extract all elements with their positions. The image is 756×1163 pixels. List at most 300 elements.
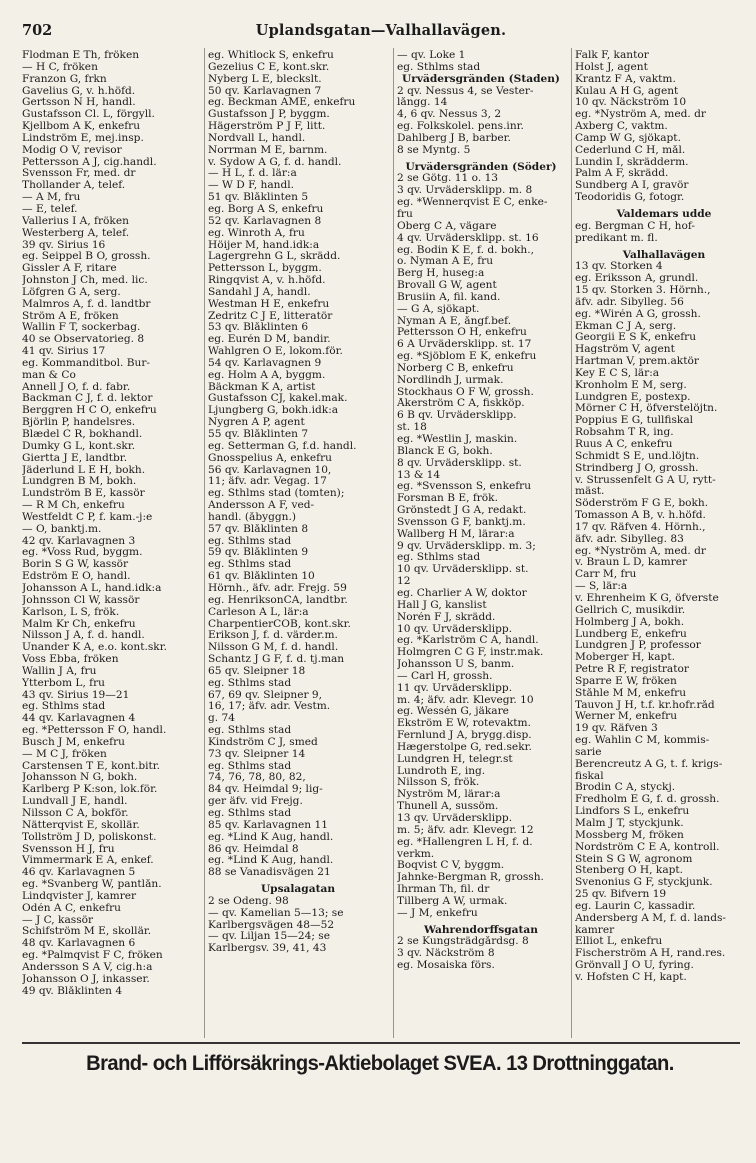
directory-line: Johnsson Cl W, kassör [22,594,140,606]
directory-line: Ringqvist A, v. h.höfd. [208,275,326,287]
directory-line: Strindberg J O, grossh. [575,462,699,474]
directory-line: Gustafsson Cl. L, förgyll. [22,109,155,121]
directory-line: Ljungberg G, bokh.idk:a [208,405,339,417]
directory-line: eg. Wessén G, jäkare [397,706,509,718]
directory-line: 54 qv. Karlavagnen 9 [208,357,322,369]
directory-line: eg. *Wennerqvist E C, enke- [397,197,548,209]
directory-line: Teodoridis G, fotogr. [575,192,685,204]
directory-line: Grönvall J O U, fyring. [575,960,694,972]
directory-line: eg. Bodin K E, f. d. bokh., [397,244,534,256]
directory-line: 50 qv. Karlavagnen 7 [208,85,322,97]
directory-line: eg. *Palmqvist F C, fröken [22,950,163,962]
directory-line: Ytterbom L, fru [22,677,105,689]
directory-line: Berencreutz A G, t. f. krigs- [575,758,723,770]
directory-line: Svensson Fr, med. dr [22,168,136,180]
directory-line: Schantz J G F, f. d. tj.man [208,654,345,666]
directory-line: eg. *Sjöblom E K, enkefru [397,351,537,363]
page-number: 702 [22,22,53,39]
directory-line: Franzon G, frkn [22,73,107,85]
directory-line: Tillberg A W, urmak. [397,895,508,907]
directory-line: Mörner C H, öfverstelöjtn. [575,403,718,415]
directory-line: 10 qv. Urvädersklipp. st. [397,564,529,576]
directory-line: Lundberg E, enkefru [575,628,687,640]
directory-line: 2 se Odeng. 98 [208,895,289,907]
directory-line: 88 se Vanadisvägen 21 [208,867,331,879]
directory-line: Johansson N G, bokh. [22,772,138,784]
directory-line: Ekman C J A, serg. [575,320,677,332]
directory-line: Lundin I, skrädderm. [575,156,689,168]
directory-column-1 [22,50,198,1038]
directory-line: eg. Holm A A, byggm. [208,369,326,381]
directory-line: Moberger H, kapt. [575,652,675,664]
directory-line: — O, banktj.m. [22,523,102,535]
directory-line: fiskal [575,770,604,782]
directory-line: v. Braun L D, kamrer [575,557,688,569]
directory-line: Andersson A F, ved- [208,500,315,512]
directory-line: Gissler A F, ritare [22,263,117,275]
directory-line: eg. Seippel B O, grossh. [22,251,151,263]
directory-line: Dumky G L, kont.skr. [22,440,136,452]
directory-line: Nyman A E, ångf.bef. [397,315,512,327]
directory-line: 40 se Observatorieg. 8 [22,334,145,346]
directory-line: Gavelius G, v. h.höfd. [22,85,136,97]
directory-line: Schmidt S E, und.löjtn. [575,450,700,462]
directory-line: 2 qv. Nessus 4, se Vester- [397,85,534,97]
directory-line: Fischerström A H, rand.res. [575,948,726,960]
directory-line: Hartman V, prem.aktör [575,356,699,368]
directory-line: Norén F J, skrädd. [397,611,496,623]
directory-line: eg. Sthlms stad [397,61,481,73]
directory-line: Johansson U S, banm. [397,659,515,671]
directory-line: Ström A E, fröken [22,310,119,322]
directory-line: Nyström M, lärar:a [397,789,501,801]
directory-line: Brodin C A, styckj. [575,782,676,794]
directory-line: Forsman B E, frök. [397,493,498,505]
directory-line: 4 qv. Urvädersklipp. st. 16 [397,232,539,244]
directory-line: v. Ehrenheim K G, öfverste [575,592,719,604]
directory-line: — Carl H, grossh. [397,670,493,682]
directory-line: Nätterqvist E, skollär. [22,819,140,831]
directory-line: — qv. Loke 1 [397,50,466,61]
directory-line: Blædel C R, bokhandl. [22,429,143,440]
directory-column-3 [397,50,565,1038]
directory-line: Camp W G, sjökapt. [575,132,681,144]
directory-line: eg. Sthlms stad [208,559,292,571]
directory-line: Palm A F, skrädd. [575,168,669,180]
directory-line: Svenonius G F, styckjunk. [575,877,713,889]
directory-line: Pettersson L, byggm. [208,263,322,275]
directory-line: Hörnh., äfv. adr. Frejg. 59 [208,582,347,594]
directory-line: Westman H E, enkefru [208,298,330,310]
directory-line: Nyberg L E, bleckslt. [208,73,322,85]
directory-line: Westfeldt C P, f. kam.-j:e [22,511,153,523]
directory-line: — E, telef. [22,203,78,215]
directory-line: Ihrman Th, fil. dr [397,884,490,896]
directory-line: Johnston J Ch, med. lic. [22,275,148,287]
directory-line: kamrer [575,924,615,936]
directory-line: 84 qv. Heimdal 9; lig- [208,784,323,796]
directory-line: eg. *Hallengren L H, f. d. [397,836,533,848]
directory-line: 10 qv. Urvädersklipp. [397,623,513,635]
directory-line: — qv. Kamelian 5—13; se [208,907,344,919]
street-heading: Wahrendorffsgatan [423,924,538,936]
directory-line: eg. *Lind K Aug, handl. [208,831,334,843]
directory-line: 13 & 14 [397,469,441,481]
directory-line: eg. Eurén D M, bandir. [208,334,331,346]
directory-line: eg. *Karlström C A, handl. [397,635,539,647]
directory-line: Svensson G F, banktj.m. [397,516,526,528]
directory-line: eg. Sthlms stad (tomten); [208,488,345,500]
directory-line: Nilsson J A, f. d. handl. [22,630,145,642]
directory-line: Stockhaus O F W, grossh. [397,386,534,398]
directory-line: Erikson J, f. d. värder.m. [208,630,338,642]
directory-line: Lindfors S L, enkefru [575,806,690,818]
directory-line: Tomasson A B, v. h.höfd. [575,510,706,522]
directory-line: Malm J T, styckjunk. [575,818,684,829]
directory-line: 59 qv. Blåklinten 9 [208,547,309,559]
directory-line: Thunell A, sussöm. [397,801,499,813]
directory-line: Ståhle M M, enkefru [575,687,687,699]
directory-line: 46 qv. Karlavagnen 5 [22,867,136,879]
directory-line: Thollander A, telef. [22,180,126,192]
directory-line: 11; äfv. adr. Vegag. 17 [208,476,327,488]
directory-line: eg. Sthlms stad [397,552,481,564]
directory-line: Falk F, kantor [575,50,649,61]
directory-line: 6 B qv. Urvädersklipp. [397,410,517,422]
directory-line: 8 qv. Urvädersklipp. st. [397,457,522,469]
directory-line: Robsahm T R, ing. [575,427,674,439]
directory-line: Vallerius I A, fröken [22,215,129,227]
directory-line: 74, 76, 78, 80, 82, [208,772,306,784]
directory-line: ger äfv. vid Frejg. [208,796,303,808]
directory-line: Modig O V, revisor [22,144,122,156]
directory-line: — H C, fröken [22,61,98,73]
directory-line: eg. *Nyström A, med. dr [575,545,706,557]
directory-line: Cederlund C H, mål. [575,144,686,156]
directory-line: eg. HenriksonCA, landtbr. [208,594,348,606]
directory-line: Zedritz C J E, litteratör [208,310,333,322]
directory-line: eg. *Lind K Aug, handl. [208,855,334,867]
directory-line: Karlbergsvägen 48—52 [208,919,335,931]
directory-line: Hall J G, kanslist [397,599,487,611]
directory-line: Norrman M E, barnm. [208,144,328,156]
directory-line: Pettersson O H, enkefru [397,327,527,339]
directory-line: Gustafsson CJ, kakel.mak. [208,393,348,405]
advertisement-footer: Brand- och Lifförsäkrings-Aktiebolaget SVEA. 13 Drottninggatan. [86,1052,674,1075]
directory-line: Odén A C, enkefru [22,902,121,914]
directory-line: — qv. Liljan 15—24; se [208,931,331,943]
directory-line: Lundgren H, telegr.st [397,753,513,765]
directory-line: eg. Sthlms stad [208,808,292,819]
directory-line: Nordström C E A, kontroll. [575,841,720,853]
directory-line: 12 [397,576,411,588]
directory-line: 17 qv. Räfven 4. Hörnh., [575,521,706,533]
directory-line: Schifström M E, skollär. [22,926,152,938]
directory-line: eg. Kommanditbol. Bur- [22,357,150,369]
directory-line: eg. Setterman G, f.d. handl. [208,440,357,452]
directory-line: Nilsson C A, bokför. [22,808,129,819]
directory-line: — W D F, handl. [208,180,295,192]
directory-line: Gertsson N H, handl. [22,97,136,109]
directory-line: Dahlberg J B, barber. [397,132,511,144]
directory-line: 65 qv. Sleipner 18 [208,665,306,677]
directory-line: Gellrich C, musikdir. [575,604,686,616]
directory-line: 13 qv. Storken 4 [575,261,663,273]
directory-line: Svensson H J, fru [22,843,115,855]
directory-line: Kronholm E M, serg. [575,379,687,391]
directory-line: eg. Sthlms stad [208,725,292,737]
directory-line: handl. (åbyggn.) [208,511,296,523]
directory-line: Karlbergsv. 39, 41, 43 [208,943,327,955]
directory-line: 16, 17; äfv. adr. Vestm. [208,701,331,713]
directory-line: Lundvall J E, handl. [22,796,128,808]
directory-line: st. 18 [397,422,427,434]
directory-line: eg. Sthlms stad [208,677,292,689]
directory-line: Busch J M, enkefru [22,736,125,748]
directory-line: eg. Winroth A, fru [208,227,305,239]
directory-line: 13 qv. Urvädersklipp. [397,813,513,824]
directory-line: Wallin F T, sockerbag. [22,322,141,334]
directory-line: Backman C J, f. d. lektor [22,393,153,405]
directory-line: 55 qv. Blåklinten 7 [208,429,309,440]
directory-line: eg. Mosaiska förs. [397,960,495,972]
directory-line: 10 qv. Näckström 10 [575,97,687,109]
directory-line: Sparre E W, fröken [575,675,677,687]
directory-line: Kjellbom A K, enkefru [22,121,141,133]
directory-line: Carr M, fru [575,569,637,581]
directory-line: Malmros A, f. d. landtbr [22,298,151,310]
footer-rule [22,1042,740,1044]
directory-line: 4, 6 qv. Nessus 3, 2 [397,109,502,121]
directory-line: Brusiin A, fil. kand. [397,291,501,303]
directory-line: Wallberg H M, lärar:a [397,528,515,540]
directory-column-4 [575,50,753,1038]
directory-line: CharpentierCOB, kont.skr. [208,618,351,630]
directory-line: 11 qv. Urvädersklipp. [397,682,513,694]
directory-line: Voss Ebba, fröken [22,654,119,666]
directory-line: 48 qv. Karlavagnen 6 [22,938,136,950]
directory-line: äfv. adr. Sibylleg. 56 [575,296,684,308]
directory-line: Lagergrehn G L, skrädd. [208,251,341,263]
directory-line: mäst. [575,486,605,498]
directory-line: Jahnke-Bergman R, grossh. [397,872,544,884]
directory-line: Sandahl J A, handl. [208,286,311,298]
directory-line: man & Co [22,369,76,381]
directory-line: Elliot L, enkefru [575,936,663,948]
directory-line: Borin S G W, kassör [22,559,129,571]
directory-line: Fernlund J A, brygg.disp. [397,730,532,742]
directory-line: Nordvall L, handl. [208,132,306,144]
directory-line: 2 se Kungsträdgårdsg. 8 [397,936,529,948]
directory-line: eg. *Westlin J, maskin. [397,434,518,445]
directory-line: eg. Bergman C H, hof- [575,220,696,232]
directory-line: 73 qv. Sleipner 14 [208,748,306,760]
directory-line: predikant m. fl. [575,232,658,244]
directory-line: v. Hofsten C H, kapt. [575,971,687,983]
directory-line: Lundgren J P, professor [575,640,701,652]
directory-line: Höijer M, hand.idk:a [208,239,320,251]
directory-line: Grönstedt J G A, redakt. [397,505,527,517]
directory-line: eg. Sthlms stad [208,760,292,772]
directory-line: Boqvist C V, byggm. [397,860,505,872]
directory-line: Björlin P, handelsres. [22,417,136,429]
directory-line: 51 qv. Blåklinten 5 [208,192,309,204]
directory-line: Edström E O, handl. [22,571,131,583]
directory-line: 56 qv. Karlavagnen 10, [208,464,332,476]
directory-line: eg. Beckman AME, enkefru [208,97,356,109]
directory-line: 42 qv. Karlavagnen 3 [22,535,136,547]
directory-line: Nilsson S, frök. [397,777,480,789]
directory-line: Holmgren C G F, instr.mak. [397,647,544,659]
directory-line: Gezelius C E, kont.skr. [208,61,330,73]
directory-line: Werner M, enkefru [575,711,678,723]
directory-line: Lundroth E, ing. [397,765,486,777]
directory-line: Key E C S, lär:a [575,367,660,379]
directory-line: eg. *Wirén A G, grossh. [575,308,701,320]
directory-line: eg. *Svanberg W, pantlån. [22,879,162,891]
directory-line: eg. *Nyström A, med. dr [575,109,706,121]
page-title: Uplandsgatan—Valhallavägen. [255,22,507,39]
directory-line: — G A, sjökapt. [397,303,480,315]
directory-line: Nordlindh J, urmak. [397,374,504,386]
directory-line: Hagström V, agent [575,344,675,356]
directory-line: 15 qv. Storken 3. Hörnh., [575,285,711,297]
directory-line: eg. Wahlin C M, kommis- [575,735,710,747]
directory-line: 39 qv. Sirius 16 [22,239,106,251]
directory-line: Nygren A P, agent [208,417,305,429]
directory-line: Georgii E S K, enkefru [575,332,697,344]
directory-line: fru [397,208,413,220]
directory-line: Kulau A H G, agent [575,85,679,97]
directory-line: 61 qv. Blåklinten 10 [208,571,315,583]
street-heading: Valdemars udde [616,208,712,220]
directory-line: Vimmermark E A, enkef. [22,855,154,867]
directory-line: Stein S G W, agronom [575,853,693,865]
directory-line: långg. 14 [397,97,448,109]
directory-line: Lindqvister J, kamrer [22,890,137,902]
directory-line: eg. *Pettersson F O, handl. [22,725,167,737]
directory-line: eg. Sthlms stad [208,535,292,547]
directory-line: Norberg C B, enkefru [397,362,514,374]
directory-line: 41 qv. Sirius 17 [22,346,106,358]
directory-line: Jäderlund L E H, bokh. [22,464,146,476]
directory-line: Fredholm E G, f. d. grossh. [575,794,720,806]
directory-line: 49 qv. Blåklinten 4 [22,985,123,997]
directory-line: Stenberg O H, kapt. [575,865,684,877]
directory-line: Löfgren G A, serg. [22,286,121,298]
directory-line: Tollström J D, poliskonst. [22,831,157,843]
directory-line: — J C, kassör [22,914,94,926]
directory-line: Ekström E W, rotevaktm. [397,718,531,730]
directory-line: eg. Charlier A W, doktor [397,587,527,599]
directory-line: 3 qv. Urvädersklipp. m. 8 [397,185,533,197]
directory-line: v. Sydow A G, f. d. handl. [208,156,342,168]
directory-line: 44 qv. Karlavagnen 4 [22,713,136,725]
directory-line: Ruus A C, enkefru [575,439,673,450]
directory-line: eg. *Svensson S, enkefru [397,481,532,493]
directory-line: Tauvon J H, t.f. kr.hofr.råd [575,699,715,711]
directory-line: o. Nyman A E, fru [397,256,494,268]
street-heading: Urvädersgränden (Söder) [405,161,557,173]
directory-line: Karlberg P K:son, lok.för. [22,784,158,796]
directory-line: eg. Laurin C, kassadir. [575,900,696,912]
directory-line: Blanck E G, bokh. [397,445,493,457]
directory-line: Lundgren B M, bokh. [22,476,137,488]
directory-line: Andersson S A V, cig.h:a [22,961,153,973]
directory-line: m. 5; äfv. adr. Klevegr. 12 [397,824,534,836]
directory-line: Berggren H C O, enkefru [22,405,157,417]
directory-line: Lindström E, mej.insp. [22,132,144,144]
directory-line: Öberg C A, vägare [397,220,497,232]
directory-line: 52 qv. Karlavagnen 8 [208,215,322,227]
directory-line: Malm Kr Ch, enkefru [22,618,136,630]
directory-line: Hägerström P J F, litt. [208,121,326,133]
directory-line: m. 4; äfv. adr. Klevegr. 10 [397,694,534,706]
directory-line: 19 qv. Räfven 3 [575,723,658,735]
directory-line: eg. Folkskolel. pens.inr. [397,121,524,133]
directory-line: Flodman E Th, fröken [22,50,140,61]
directory-line: Gnosspelius A, enkefru [208,452,332,464]
directory-line: Axberg C, vaktm. [575,121,668,133]
directory-line: Lundström B E, kassör [22,488,145,500]
directory-line: Krantz F A, vaktm. [575,73,676,85]
directory-line: — R M Ch, enkefru [22,500,125,512]
directory-line: — S, lär:a [575,581,628,593]
directory-line: Holmberg J A, bokh. [575,616,685,628]
directory-line: Mossberg M, fröken [575,829,684,841]
directory-line: 53 qv. Blåklinten 6 [208,322,309,334]
directory-line: Wallin J A, fru [22,665,97,677]
directory-line: Åkerström C A, fiskköp. [397,398,525,410]
directory-line: Kindström C J, smed [208,736,318,748]
directory-line: verkm. [397,848,435,860]
directory-line: 25 qv. Bifvern 19 [575,889,667,901]
directory-line: Gustafsson J P, byggm. [208,109,330,121]
directory-line: Karlson, L S, frök. [22,606,120,618]
directory-line: 85 qv. Karlavagnen 11 [208,819,328,831]
directory-line: 6 A Urvädersklipp. st. 17 [397,339,532,351]
directory-line: Hægerstolpe G, red.sekr. [397,741,532,753]
directory-line: 2 se Götg. 11 o. 13 [397,173,499,185]
directory-line: äfv. adr. Sibylleg. 83 [575,533,684,545]
directory-line: Nilsson G M, f. d. handl. [208,642,339,654]
street-heading: Upsalagatan [260,884,336,896]
directory-line: — M C J, fröken [22,748,107,760]
directory-line: Poppius E G, tullfiskal [575,415,694,427]
directory-line: Johansson A L, hand.idk:a [22,582,162,594]
directory-line: Westerberg A, telef. [22,227,130,239]
directory-line: eg. Borg A S, enkefru [208,203,324,215]
directory-line: Berg H, huseg:a [397,268,485,280]
directory-line: 43 qv. Sirius 19—21 [22,689,130,701]
directory-line: g. 74 [208,713,235,725]
directory-line: Petre R F, registrator [575,664,689,676]
page-header [22,22,740,42]
directory-line: Carstensen T E, kont.bitr. [22,760,161,772]
directory-line: eg. Eriksson A, grundl. [575,273,699,285]
directory-line: Sundberg A I, gravör [575,180,689,192]
directory-line: Wahlgren O E, lokom.för. [208,346,343,358]
directory-line: Unander K A, e.o. kont.skr. [22,642,167,654]
directory-line: Annell J O, f. d. fabr. [22,381,131,393]
directory-line: Holst J, agent [575,61,648,73]
directory-line: eg. Whitlock S, enkefru [208,50,334,61]
directory-line: 86 qv. Heimdal 8 [208,843,299,855]
directory-column-2 [208,50,388,1038]
directory-line: Andersberg A M, f. d. lands- [575,912,727,924]
directory-line: Brovall G W, agent [397,280,497,292]
directory-line: 9 qv. Urvädersklipp. m. 3; [397,540,536,552]
